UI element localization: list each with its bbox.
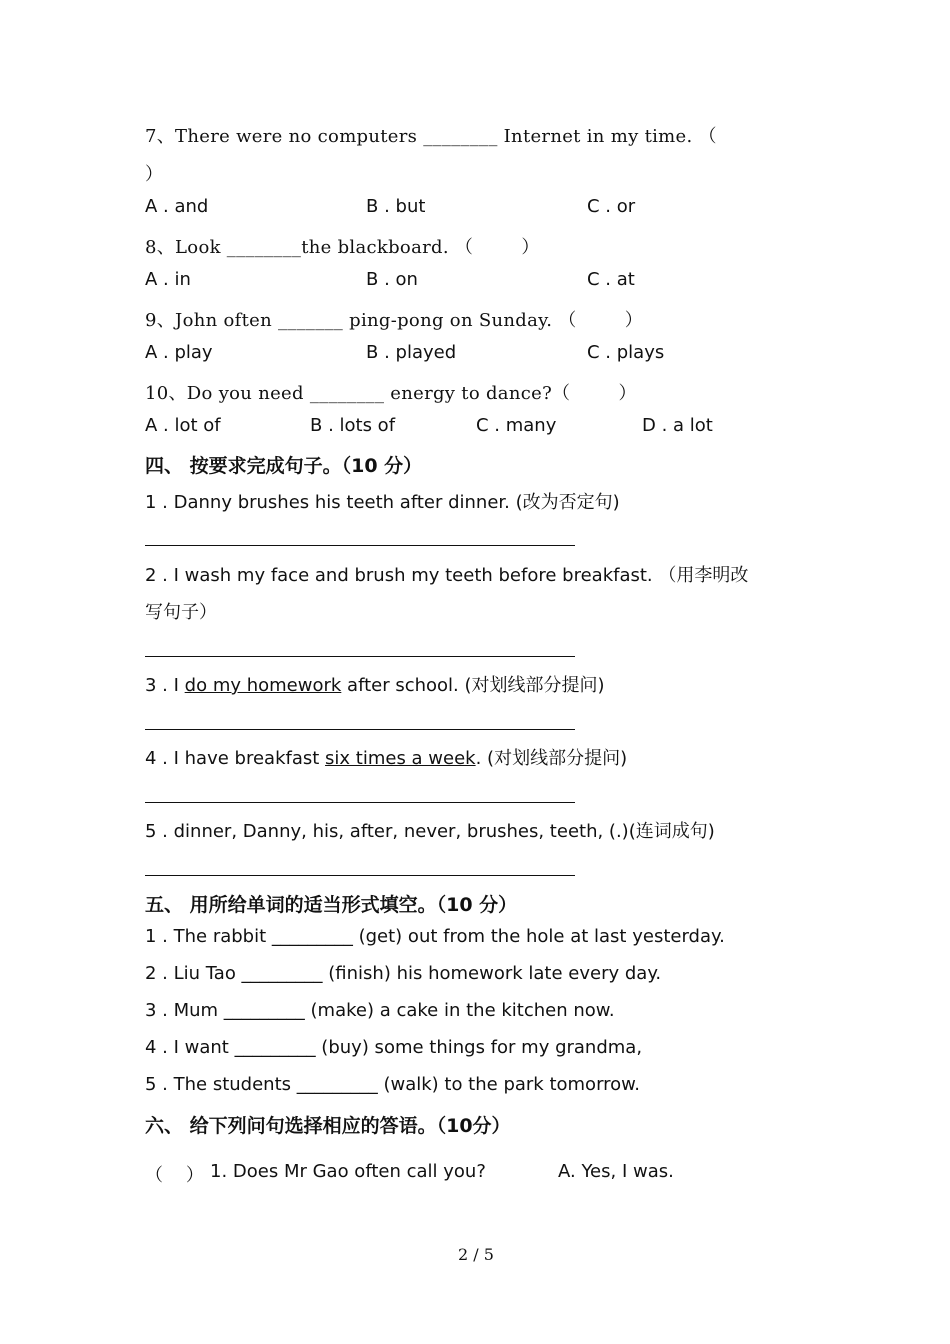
section-5-item: 3 . Mum _________ (make) a cake in the kitchen now.: [145, 1000, 615, 1021]
section-4-q4-pre: 4 . I have breakfast: [145, 748, 326, 769]
section-4-q1: 1 . Danny brushes his teeth after dinner. (改为否定句): [145, 492, 620, 513]
section-4-q3-post: after school. (对划线部分提问): [341, 675, 605, 696]
question-7-option-a: A . and: [145, 196, 209, 217]
answer-line: [145, 875, 575, 876]
section-5-item: 2 . Liu Tao _________ (finish) his homework late every day.: [145, 963, 662, 984]
question-9-option-c: C . plays: [587, 342, 665, 363]
question-10-stem: 10、Do you need ________ energy to dance?（ ）: [145, 383, 637, 404]
answer-line: [145, 545, 575, 546]
section-4-q4: [145, 744, 627, 770]
underlined-phrase: do my homework: [184, 675, 342, 696]
question-8-option-b: B . on: [366, 269, 418, 290]
section-4-q3-pre: 3 . I: [145, 675, 185, 696]
section-4-q5: 5 . dinner, Danny, his, after, never, brushes, teeth, (.)(连词成句): [145, 821, 715, 842]
section-6-q1: 1. Does Mr Gao often call you?: [210, 1161, 486, 1182]
question-7-option-c: C . or: [587, 196, 636, 217]
answer-paren: （ ）: [145, 1165, 204, 1186]
section-6-heading: 六、 给下列问句选择相应的答语。（10分）: [145, 1115, 511, 1137]
question-10-option-d: D . a lot: [642, 415, 713, 436]
question-9-option-b: B . played: [366, 342, 457, 363]
question-10-option-a: A . lot of: [145, 415, 221, 436]
question-8-stem: 8、Look ________the blackboard. （ ）: [145, 237, 540, 258]
section-5-heading: 五、 用所给单词的适当形式填空。（10 分）: [145, 894, 518, 916]
answer-line: [145, 802, 575, 803]
section-5-item: 1 . The rabbit _________ (get) out from the hole at last yesterday.: [145, 926, 725, 947]
answer-line: [145, 729, 575, 730]
page-number: 2 / 5: [458, 1245, 494, 1264]
section-5-item: 5 . The students _________ (walk) to the park tomorrow.: [145, 1074, 640, 1095]
section-4-q2: 2 . I wash my face and brush my teeth before breakfast. （用李明改: [145, 565, 749, 586]
question-8-option-c: C . at: [587, 269, 635, 290]
section-4-heading: 四、 按要求完成句子。（10 分）: [145, 455, 423, 477]
question-9-option-a: A . play: [145, 342, 213, 363]
question-10-option-b: B . lots of: [310, 415, 396, 436]
question-7-stem-close: ）: [145, 164, 164, 185]
section-5-item: 4 . I want _________ (buy) some things for my grandma,: [145, 1037, 643, 1058]
answer-line: [145, 656, 575, 657]
section-4-q2-cont: 写句子）: [145, 602, 217, 623]
question-7-option-b: B . but: [366, 196, 426, 217]
section-4-q4-post: . (对划线部分提问): [475, 748, 628, 769]
question-8-option-a: A . in: [145, 269, 191, 290]
section-6-a1: A. Yes, I was.: [558, 1161, 674, 1182]
section-4-q3: [145, 671, 605, 697]
question-10-option-c: C . many: [476, 415, 557, 436]
question-7-stem: 7、There were no computers ________ Internet in my time. （: [145, 126, 717, 147]
question-9-stem: 9、John often _______ ping-pong on Sunday. （ ）: [145, 310, 644, 331]
underlined-phrase: six times a week: [325, 748, 476, 769]
